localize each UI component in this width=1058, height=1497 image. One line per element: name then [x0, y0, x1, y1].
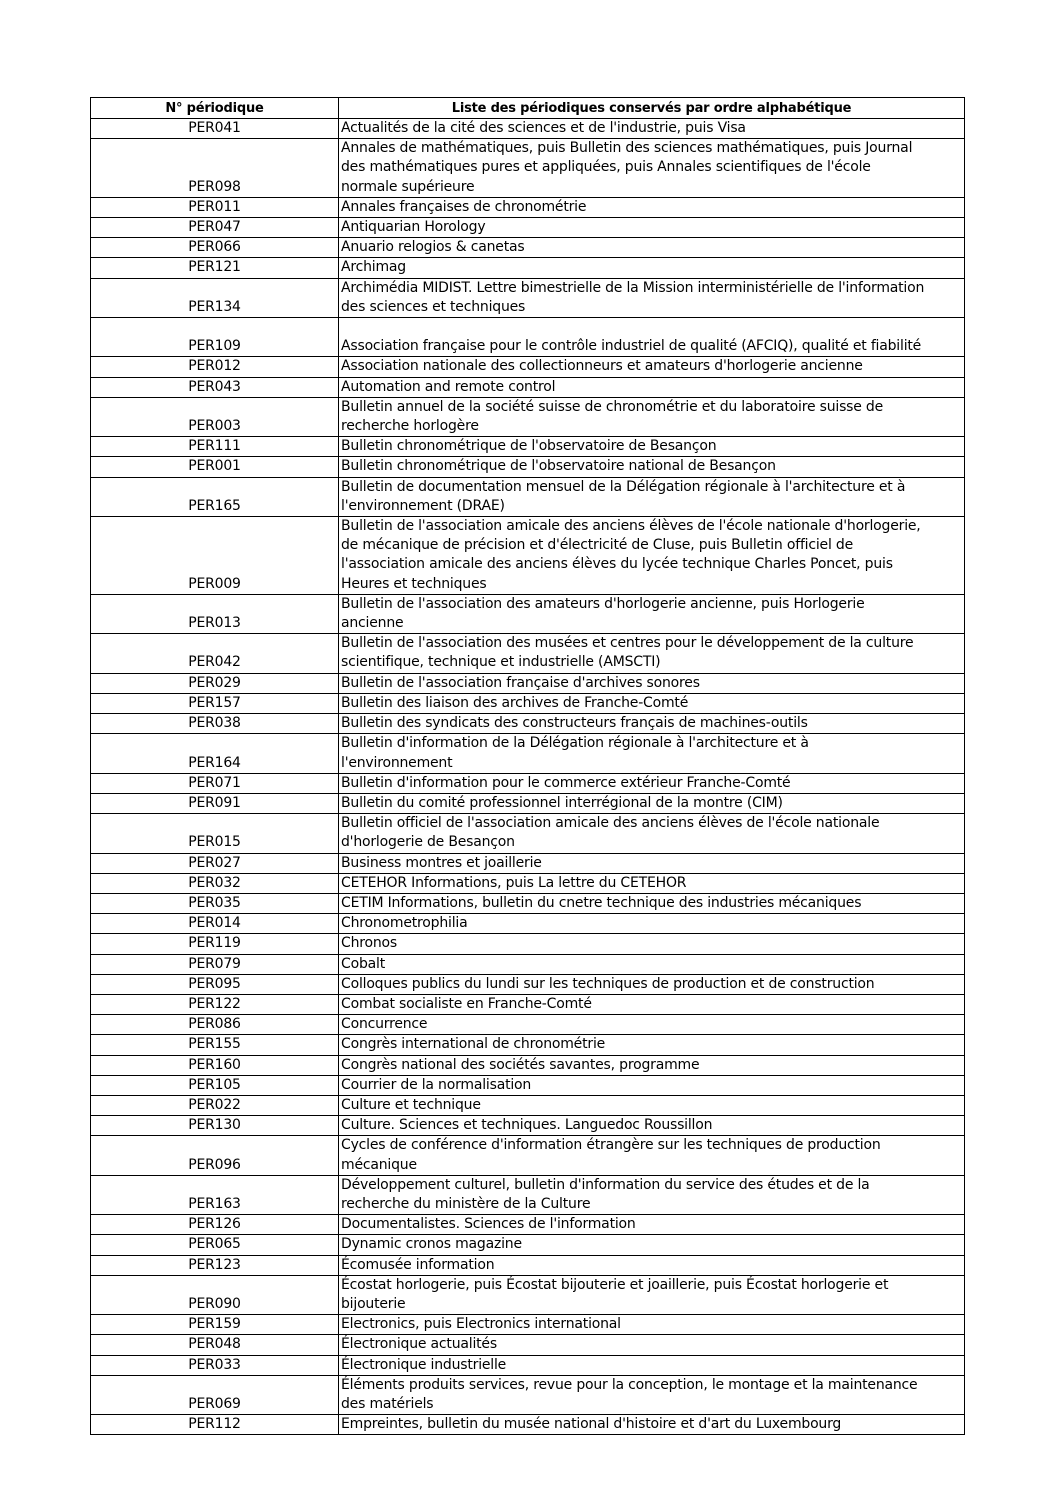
periodical-number: PER098	[91, 139, 339, 198]
title-line: Business montres et joaillerie	[341, 854, 542, 871]
periodical-title	[339, 914, 965, 934]
title-line: l'environnement (DRAE)	[341, 497, 505, 514]
periodical-number: PER038	[91, 714, 339, 734]
periodical-number: PER159	[91, 1315, 339, 1335]
table-row	[91, 954, 965, 974]
periodical-title	[339, 1116, 965, 1136]
periodical-number: PER027	[91, 853, 339, 873]
header-number: N° périodique	[91, 98, 339, 119]
periodical-title	[339, 397, 965, 436]
periodical-number: PER079	[91, 954, 339, 974]
title-line: Courrier de la normalisation	[341, 1076, 532, 1093]
table-row	[91, 1415, 965, 1435]
title-line: Bulletin des syndicats des constructeurs français de machines-outils	[341, 715, 808, 732]
title-line: Dynamic cronos magazine	[341, 1236, 522, 1253]
table-row	[91, 914, 965, 934]
table-row	[91, 258, 965, 278]
periodical-title	[339, 974, 965, 994]
periodical-number: PER130	[91, 1116, 339, 1136]
periodical-number: PER042	[91, 634, 339, 673]
title-line: Bulletin d'information de la Délégation régionale à l'architecture et à	[341, 735, 809, 752]
periodical-title	[339, 1015, 965, 1035]
title-line: CETEHOR Informations, puis La lettre du CETEHOR	[341, 874, 687, 891]
title-line: scientifique, technique et industrielle (AMSCTI)	[341, 654, 661, 671]
table-row	[91, 714, 965, 734]
title-line: Association française pour le contrôle industriel de qualité (AFCIQ), qualité et fiabilité	[341, 338, 922, 355]
title-line: Culture. Sciences et techniques. Languedoc Roussillon	[341, 1117, 713, 1134]
periodical-title	[339, 734, 965, 773]
periodical-number: PER165	[91, 477, 339, 516]
periodical-title	[339, 457, 965, 477]
periodical-title	[339, 1055, 965, 1075]
periodical-title	[339, 357, 965, 377]
periodical-number: PER112	[91, 1415, 339, 1435]
periodical-number: PER105	[91, 1075, 339, 1095]
periodical-title	[339, 773, 965, 793]
periodicals-table	[90, 97, 965, 1435]
table-row	[91, 1015, 965, 1035]
periodical-title	[339, 934, 965, 954]
periodical-number: PER001	[91, 457, 339, 477]
title-line: Éléments produits services, revue pour la conception, le montage et la maintenance	[341, 1376, 918, 1393]
table-row	[91, 218, 965, 238]
table-row	[91, 397, 965, 436]
periodical-number: PER013	[91, 594, 339, 633]
title-line: de mécanique de précision et d'électricité de Cluse, puis Bulletin officiel de	[341, 537, 854, 554]
title-line: Cycles de conférence d'information étrangère sur les techniques de production	[341, 1137, 881, 1154]
periodical-number: PER164	[91, 734, 339, 773]
periodical-number: PER109	[91, 318, 339, 357]
title-line	[341, 318, 962, 337]
periodical-title	[339, 1136, 965, 1175]
title-line: Électronique industrielle	[341, 1356, 507, 1373]
title-line: Empreintes, bulletin du musée national d'histoire et d'art du Luxembourg	[341, 1416, 842, 1433]
title-line: Culture et technique	[341, 1096, 481, 1113]
title-line: Bulletin de l'association des musées et centres pour le développement de la culture	[341, 635, 914, 652]
title-line: Colloques publics du lundi sur les techniques de production et de construction	[341, 975, 875, 992]
title-line: Actualités de la cité des sciences et de l'industrie, puis Visa	[341, 120, 746, 136]
periodical-number: PER091	[91, 793, 339, 813]
table-row	[91, 1075, 965, 1095]
periodical-number: PER163	[91, 1175, 339, 1214]
title-line: Congrès international de chronométrie	[341, 1036, 606, 1053]
table-row	[91, 734, 965, 773]
title-line: Archimédia MIDIST. Lettre bimestrielle de la Mission interministérielle de l'information	[341, 279, 925, 296]
periodical-number: PER126	[91, 1215, 339, 1235]
title-line: Développement culturel, bulletin d'information du service des études et de la	[341, 1176, 870, 1193]
table-row	[91, 873, 965, 893]
table-row	[91, 994, 965, 1014]
title-line: l'association amicale des anciens élèves du lycée technique Charles Poncet, puis	[341, 556, 893, 573]
table-row	[91, 1355, 965, 1375]
title-line: Documentalistes. Sciences de l'information	[341, 1216, 636, 1233]
title-line: Congrès national des sociétés savantes, programme	[341, 1056, 700, 1073]
table-row	[91, 1275, 965, 1314]
title-line: Archimag	[341, 259, 406, 276]
title-line: Bulletin de documentation mensuel de la Délégation régionale à l'architecture et à	[341, 478, 906, 495]
table-row	[91, 139, 965, 198]
periodical-number: PER014	[91, 914, 339, 934]
periodical-number: PER065	[91, 1235, 339, 1255]
periodical-title	[339, 1315, 965, 1335]
title-line: ancienne	[341, 615, 404, 632]
periodical-number: PER096	[91, 1136, 339, 1175]
table-row	[91, 437, 965, 457]
title-line: Bulletin du comité professionnel interrégional de la montre (CIM)	[341, 794, 783, 811]
table-row	[91, 1095, 965, 1115]
periodical-title	[339, 1235, 965, 1255]
periodical-number: PER119	[91, 934, 339, 954]
table-row	[91, 477, 965, 516]
table-row	[91, 517, 965, 595]
header-title: Liste des périodiques conservés par ordre alphabétique	[339, 98, 965, 119]
table-body	[91, 119, 965, 1435]
title-line: Bulletin de l'association amicale des anciens élèves de l'école nationale d'horlogerie,	[341, 518, 921, 535]
periodical-number: PER155	[91, 1035, 339, 1055]
title-line: Annales de mathématiques, puis Bulletin des sciences mathématiques, puis Journal	[341, 140, 913, 157]
periodical-number: PER022	[91, 1095, 339, 1115]
periodical-number: PER069	[91, 1375, 339, 1414]
title-line: Bulletin chronométrique de l'observatoire de Besançon	[341, 438, 717, 455]
table-row	[91, 377, 965, 397]
title-line: Bulletin chronométrique de l'observatoire national de Besançon	[341, 458, 776, 475]
table-row	[91, 594, 965, 633]
periodical-title	[339, 1035, 965, 1055]
periodical-title	[339, 218, 965, 238]
periodical-title	[339, 318, 965, 357]
title-line: l'environnement	[341, 754, 453, 771]
periodical-number: PER123	[91, 1255, 339, 1275]
periodical-number: PER003	[91, 397, 339, 436]
periodical-number: PER032	[91, 873, 339, 893]
title-line: Antiquarian Horology	[341, 219, 486, 236]
periodical-title	[339, 1215, 965, 1235]
title-line: Bulletin de l'association française d'archives sonores	[341, 674, 700, 691]
periodical-number: PER012	[91, 357, 339, 377]
title-line: Bulletin d'information pour le commerce extérieur Franche-Comté	[341, 774, 791, 791]
table-row	[91, 197, 965, 217]
table-row	[91, 119, 965, 139]
periodical-title	[339, 594, 965, 633]
periodical-number: PER095	[91, 974, 339, 994]
periodical-number: PER048	[91, 1335, 339, 1355]
table-row	[91, 934, 965, 954]
title-line: Annales françaises de chronométrie	[341, 198, 587, 215]
table-row	[91, 278, 965, 317]
table-header-row	[91, 98, 965, 119]
title-line: normale supérieure	[341, 178, 475, 195]
title-line: Chronometrophilia	[341, 915, 468, 932]
periodical-title	[339, 873, 965, 893]
title-line: Cobalt	[341, 955, 385, 972]
periodical-number: PER121	[91, 258, 339, 278]
table-row	[91, 1035, 965, 1055]
table-row	[91, 814, 965, 853]
periodical-number: PER122	[91, 994, 339, 1014]
periodical-number: PER066	[91, 238, 339, 258]
title-line: recherche horlogère	[341, 418, 479, 435]
periodical-title	[339, 477, 965, 516]
title-line: des matériels	[341, 1396, 434, 1412]
title-line: Écomusée information	[341, 1256, 495, 1273]
table-row	[91, 1335, 965, 1355]
periodical-title	[339, 893, 965, 913]
periodical-title	[339, 278, 965, 317]
title-line: mécanique	[341, 1156, 417, 1173]
periodical-title	[339, 197, 965, 217]
periodical-number: PER035	[91, 893, 339, 913]
periodical-title	[339, 258, 965, 278]
title-line: Combat socialiste en Franche-Comté	[341, 995, 592, 1012]
periodical-title	[339, 814, 965, 853]
table-row	[91, 793, 965, 813]
periodical-number: PER041	[91, 119, 339, 139]
table-row	[91, 1255, 965, 1275]
periodical-number: PER029	[91, 673, 339, 693]
periodical-title	[339, 853, 965, 873]
title-line: Concurrence	[341, 1016, 428, 1033]
periodical-title	[339, 1275, 965, 1314]
title-line: d'horlogerie de Besançon	[341, 834, 515, 851]
title-line: Heures et techniques	[341, 575, 487, 592]
periodical-title	[339, 119, 965, 139]
periodical-title	[339, 1255, 965, 1275]
periodical-title	[339, 693, 965, 713]
periodical-title	[339, 793, 965, 813]
title-line: Écostat horlogerie, puis Écostat bijouterie et joaillerie, puis Écostat horlogerie et	[341, 1276, 889, 1293]
table-row	[91, 1136, 965, 1175]
periodical-number: PER047	[91, 218, 339, 238]
table-row	[91, 1175, 965, 1214]
title-line: bijouterie	[341, 1295, 406, 1312]
table-row	[91, 1116, 965, 1136]
table-row	[91, 238, 965, 258]
table-row	[91, 693, 965, 713]
periodical-number: PER134	[91, 278, 339, 317]
title-line: Anuario relogios & canetas	[341, 239, 525, 256]
table-row	[91, 893, 965, 913]
title-line: Bulletin de l'association des amateurs d'horlogerie ancienne, puis Horlogerie	[341, 595, 865, 612]
table-row	[91, 673, 965, 693]
title-line: Electronics, puis Electronics international	[341, 1316, 621, 1333]
title-line: Automation and remote control	[341, 378, 556, 395]
periodical-title	[339, 1335, 965, 1355]
periodical-title	[339, 954, 965, 974]
periodical-number: PER009	[91, 517, 339, 595]
periodical-number: PER033	[91, 1355, 339, 1375]
table-row	[91, 318, 965, 357]
periodical-number: PER043	[91, 377, 339, 397]
periodical-title	[339, 994, 965, 1014]
table-row	[91, 1055, 965, 1075]
title-line: Électronique actualités	[341, 1336, 497, 1353]
periodical-title	[339, 1415, 965, 1435]
table-row	[91, 853, 965, 873]
table-row	[91, 457, 965, 477]
periodical-title	[339, 1375, 965, 1414]
periodical-title	[339, 1175, 965, 1214]
periodical-title	[339, 377, 965, 397]
table-row	[91, 1215, 965, 1235]
periodical-title	[339, 714, 965, 734]
title-line: Chronos	[341, 935, 397, 952]
table-row	[91, 974, 965, 994]
title-line: recherche du ministère de la Culture	[341, 1195, 591, 1212]
periodical-title	[339, 1095, 965, 1115]
periodical-number: PER071	[91, 773, 339, 793]
title-line: Bulletin des liaison des archives de Franche-Comté	[341, 694, 689, 711]
periodical-title	[339, 1075, 965, 1095]
periodical-title	[339, 517, 965, 595]
periodical-title	[339, 634, 965, 673]
table-row	[91, 1315, 965, 1335]
periodical-title	[339, 1355, 965, 1375]
title-line: des mathématiques pures et appliquées, puis Annales scientifiques de l'école	[341, 159, 871, 176]
title-line: Association nationale des collectionneurs et amateurs d'horlogerie ancienne	[341, 358, 863, 375]
table-row	[91, 357, 965, 377]
periodical-title	[339, 238, 965, 258]
periodical-title	[339, 437, 965, 457]
table-row	[91, 773, 965, 793]
periodical-number: PER011	[91, 197, 339, 217]
table-row	[91, 1375, 965, 1414]
periodical-number: PER086	[91, 1015, 339, 1035]
periodical-number: PER090	[91, 1275, 339, 1314]
title-line: Bulletin officiel de l'association amicale des anciens élèves de l'école nationale	[341, 815, 880, 832]
periodical-title	[339, 673, 965, 693]
periodical-number: PER157	[91, 693, 339, 713]
title-line: des sciences et techniques	[341, 298, 526, 315]
table-row	[91, 634, 965, 673]
periodical-number: PER015	[91, 814, 339, 853]
title-line: Bulletin annuel de la société suisse de chronométrie et du laboratoire suisse de	[341, 398, 884, 415]
periodical-number: PER160	[91, 1055, 339, 1075]
periodical-title	[339, 139, 965, 198]
title-line: CETIM Informations, bulletin du cnetre technique des industries mécaniques	[341, 894, 862, 911]
table-row	[91, 1235, 965, 1255]
periodical-number: PER111	[91, 437, 339, 457]
